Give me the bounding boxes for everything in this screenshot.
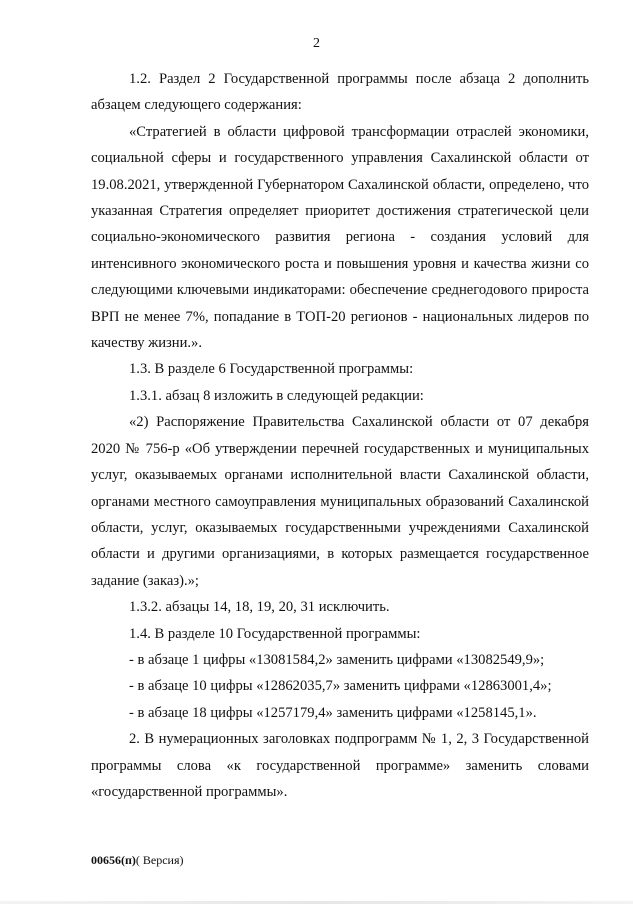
document-footer bbox=[91, 853, 184, 868]
list-item-abzac-1: - в абзаце 1 цифры «13081584,2» заменить цифрами «13082549,9»; bbox=[129, 651, 545, 668]
list-item-abzac-10: - в абзаце 10 цифры «12862035,7» заменить цифрами «12863001,4»; bbox=[129, 678, 552, 695]
paragraph-decree-quote: «2) Распоряжение Правительства Сахалинской области от 07 декабря 2020 № 756-р «Об утверждении перечней государственных и муниципальных услуг, оказываемых органами исполнительной власти Сахалинской области, органами местного самоуправления муниципальных образований Сахалинской области, услуг, оказываемых государственными учреждениями Сахалинской области и другими организациями, в которых размещается государственное задание (заказ).»; bbox=[91, 414, 589, 589]
paragraph-1-3-2: 1.3.2. абзацы 14, 18, 19, 20, 31 исключить. bbox=[129, 599, 390, 616]
paragraph-1-4: 1.4. В разделе 10 Государственной программы: bbox=[129, 625, 421, 642]
paragraph-1-3-1: 1.3.1. абзац 8 изложить в следующей редакции: bbox=[129, 387, 424, 404]
footer-version: ( Версия) bbox=[135, 853, 184, 867]
paragraph-1-3: 1.3. В разделе 6 Государственной программы: bbox=[129, 361, 414, 378]
page-number: 2 bbox=[313, 36, 320, 51]
list-item-abzac-18: - в абзаце 18 цифры «1257179,4» заменить цифрами «1258145,1». bbox=[129, 704, 537, 721]
document-body bbox=[91, 66, 589, 805]
paragraph-1-2: 1.2. Раздел 2 Государственной программы после абзаца 2 дополнить абзацем следующего содержания: bbox=[91, 71, 589, 114]
paragraph-strategy-quote: «Стратегией в области цифровой трансформации отраслей экономики, социальной сферы и государственного управления Сахалинской области от 19.08.2021, утвержденной Губернатором Сахалинской области, определено, что указанная Стратегия определяет приоритет достижения стратегической цели социально-экономического развития региона - создания условий для интенсивного экономического роста и повышения уровня и качества жизни со следующими ключевыми индикаторами: обеспечение среднегодового прироста ВРП не менее 7%, попадание в ТОП-20 регионов - национальных лидеров по качеству жизни.». bbox=[91, 123, 589, 352]
paragraph-2: 2. В нумерационных заголовках подпрограмм № 1, 2, 3 Государственной программы слова «к государственной программе» заменить словами «государственной программы». bbox=[91, 731, 589, 800]
footer-code: 00656(п) bbox=[91, 853, 136, 867]
